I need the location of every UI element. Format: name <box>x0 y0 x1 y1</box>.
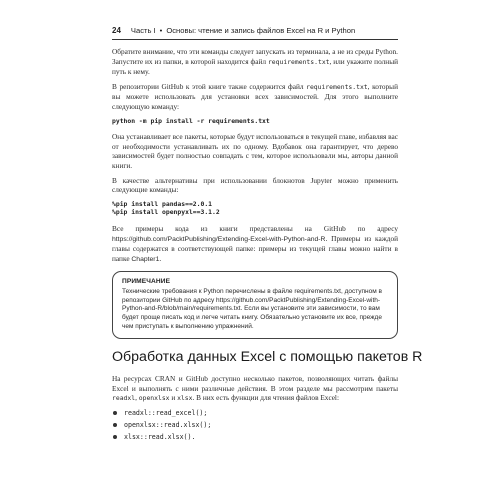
bullet-icon <box>113 435 117 439</box>
list-item <box>112 421 398 429</box>
bullet-icon <box>113 411 117 415</box>
header-separator: • <box>159 26 163 35</box>
paragraph-install-explanation: Она устанавливает все пакеты, которые будут использоваться в текущей главе, избавляя вас от необходимости устанавливать их по одному. Вдобавок она гарантирует, что дерево зависимостей будет полностью совпадать с тем, которое использовали мы, авторы данной книги. <box>112 132 398 170</box>
text-run: Все примеры кода из книги представлены на GitHub по адресу <box>112 223 398 233</box>
list-item-text: readxl::read_excel(); <box>124 409 208 418</box>
inline-code: requirements.txt <box>306 82 368 91</box>
code-block-pip-magic: %pip install pandas==2.0.1 %pip install openpyxl==3.1.2 <box>112 199 220 217</box>
inline-code: requirements.txt <box>267 57 330 66</box>
paragraph-terminal-note <box>112 47 398 77</box>
note-box <box>112 271 398 339</box>
text-run: , <box>135 393 139 403</box>
folder-name: Chapter1 <box>131 255 160 263</box>
list-item-text: openxlsx::read.xlsx(); <box>124 421 212 430</box>
paragraph-github-examples <box>112 224 398 264</box>
inline-code: readxl <box>112 394 136 403</box>
inline-code: openxlsx <box>138 394 170 403</box>
inline-code: xlsx <box>177 394 193 403</box>
note-text: Технические требования к Python перечислены в файле requirements.txt, доступном в репозитории GitHub по адресу https://github.com/PacktPublishing/Extending-Excel-with-Python-and-R/blob/main/requirements.txt. Если вы установите эти зависимости, то вам будет проще писать код и легче читать книгу. Обязательно установите их все, прежде чем приступать к выполнению упражнений. <box>122 288 382 330</box>
page-number: 24 <box>112 26 121 35</box>
chapter-title: Основы: чтение и запись файлов Excel на R и Python <box>166 26 356 35</box>
text-run: . <box>159 253 162 263</box>
running-header <box>112 26 398 40</box>
text-run: В репозитории GitHub к этой книге также содержится файл <box>112 81 307 91</box>
paragraph-r-packages <box>112 374 398 404</box>
page-body <box>112 47 423 445</box>
text-run: , который вы можете использовать для установки всех зависимостей. Для этого выполните следующую команду: <box>112 81 398 111</box>
list-item-text: xlsx::read.xlsx(). <box>124 433 196 442</box>
note-title: ПРИМЕЧАНИЕ <box>122 278 171 286</box>
code-block-pip-install: python -m pip install -r requirements.txt <box>112 116 270 125</box>
github-link[interactable]: https://github.com/PacktPublishing/Extending-Excel-with-Python-and-R <box>112 235 326 243</box>
paragraph-requirements <box>112 82 398 112</box>
function-list <box>112 409 398 441</box>
text-run: и <box>169 393 178 403</box>
paragraph-jupyter: В качестве альтернативы при использовании блокнотов Jupyter можно применить следующие команды: <box>112 175 398 195</box>
list-item <box>112 409 398 417</box>
list-item <box>112 433 398 441</box>
text-run: Обратите внимание, что эти команды следует запускать из терминала, а не из среды Python. Запустите их из папки, в которой находится файл <box>112 47 398 66</box>
part-label: Часть I <box>130 26 156 35</box>
bullet-icon <box>113 423 117 427</box>
text-run: , или укажите полный путь к нему. <box>112 56 398 77</box>
text-run: . Примеры из каждой главы содержатся в соответствующей папке: примеры из текущей главы можно найти в папке <box>112 233 398 263</box>
section-heading: Обработка данных Excel с помощью пакетов R <box>112 349 423 366</box>
text-run: . В них есть функции для чтения файлов Excel: <box>192 393 339 403</box>
text-run: На ресурсах CRAN и GitHub доступно несколько пакетов, позволяющих читать файлы Excel и выполнять с ними различные действия. В этом разделе мы рассмотрим пакеты <box>112 374 398 393</box>
